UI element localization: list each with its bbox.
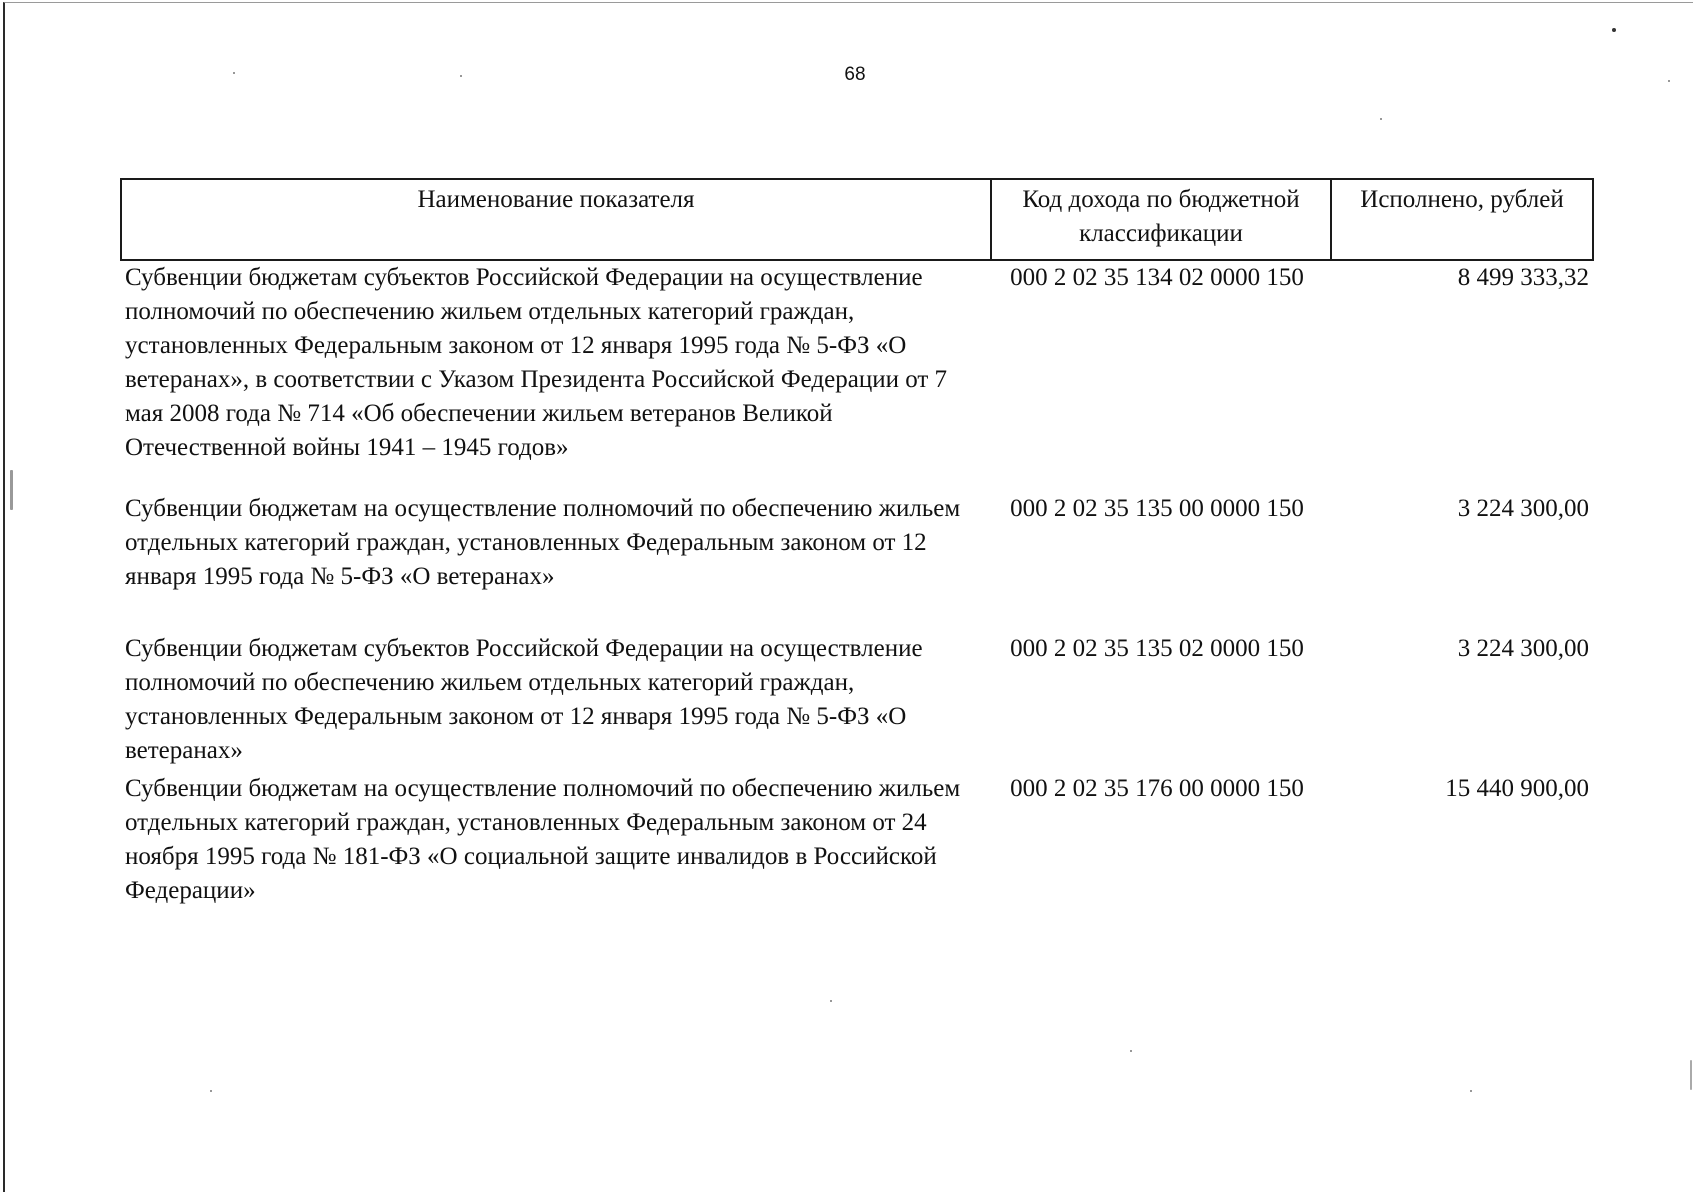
scan-speckle [1470,1090,1472,1092]
scan-speckle [210,1090,212,1092]
scan-speckle [1668,80,1670,82]
scan-speckle [1380,118,1382,120]
table-row [121,492,1593,632]
header-row [121,179,1593,260]
table-header [121,179,1593,260]
scan-speckle [1690,1060,1692,1090]
revenue-code-cell: 000 2 02 35 176 00 0000 150 [1010,775,1304,802]
executed-amount-cell: 8 499 333,32 [1457,264,1589,291]
table-row [121,260,1593,492]
scan-speckle [830,1000,832,1002]
indicator-name-cell: Субвенции бюджетам субъектов Российской Федерации на осуществление полномочий по обеспечению жильем отдельных категорий граждан, установленных Федеральным законом от 12 января 1995 года № 5-ФЗ «О ветеранах», в соответствии с Указом Президента Российской Федерации от 7 мая 2008 года № 714 «Об обеспечении жильем ветеранов Великой Отечественной войны 1941 – 1945 годов» [125,264,948,461]
revenue-table [120,178,1594,912]
header-executed-amount: Исполнено, рублей [1331,179,1593,260]
table-body [121,260,1593,912]
page-number: 68 [844,64,866,85]
table-row [121,632,1593,772]
header-revenue-code: Код дохода по бюджетной классификации [991,179,1331,260]
indicator-name-cell: Субвенции бюджетам субъектов Российской Федерации на осуществление полномочий по обеспечению жильем отдельных категорий граждан, установленных Федеральным законом от 12 января 1995 года № 5-ФЗ «О ветеранах» [125,635,923,764]
scan-speckle [10,470,13,510]
indicator-name-cell: Субвенции бюджетам на осуществление полномочий по обеспечению жильем отдельных категорий граждан, установленных Федеральным законом от 24 ноября 1995 года № 181-ФЗ «О социальной защите инвалидов в Российской Федерации» [125,775,961,904]
header-indicator-name: Наименование показателя [121,179,991,260]
executed-amount-cell: 3 224 300,00 [1457,495,1589,522]
revenue-code-cell: 000 2 02 35 135 00 0000 150 [1010,495,1304,522]
revenue-code-cell: 000 2 02 35 135 02 0000 150 [1010,635,1304,662]
executed-amount-cell: 3 224 300,00 [1457,635,1589,662]
indicator-name-cell: Субвенции бюджетам на осуществление полномочий по обеспечению жильем отдельных категорий граждан, установленных Федеральным законом от 12 января 1995 года № 5-ФЗ «О ветеранах» [125,495,961,590]
scan-speckle [233,72,235,74]
executed-amount-cell: 15 440 900,00 [1445,775,1589,802]
revenue-code-cell: 000 2 02 35 134 02 0000 150 [1010,264,1304,291]
scan-speckle [1130,1050,1132,1052]
scan-speckle [1612,28,1616,32]
table-row [121,772,1593,912]
scan-speckle [460,75,462,77]
